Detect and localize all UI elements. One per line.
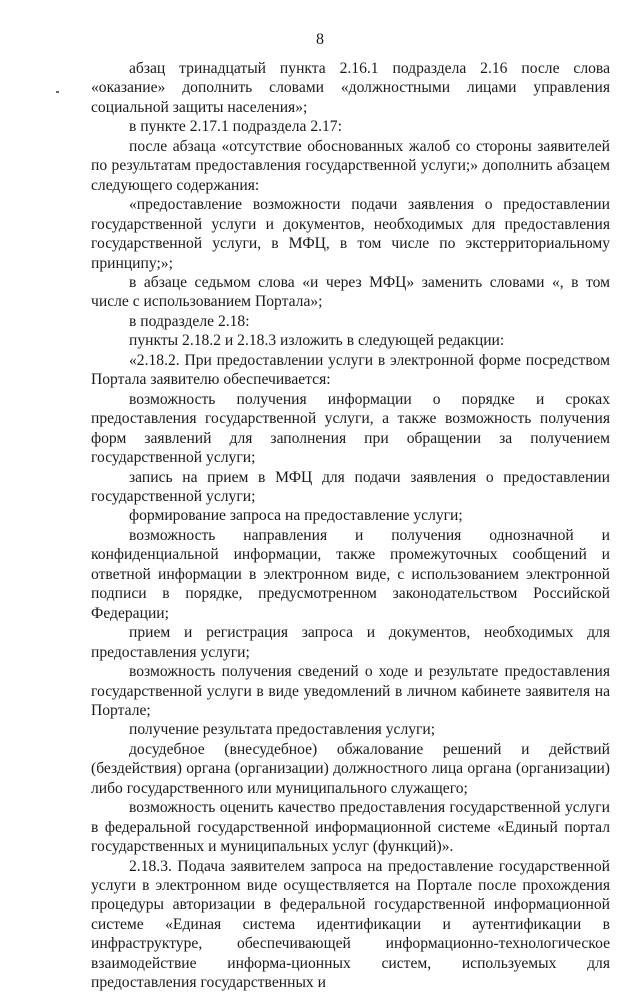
paragraph: абзац тринадцатый пункта 2.16.1 подраздела 2.16 после слова «оказание» дополнить словами «должностными лицами управления социальной защиты населения»; (91, 60, 610, 116)
paragraph: получение результата предоставления услуги; (129, 721, 436, 739)
paragraph: пункты 2.18.2 и 2.18.3 изложить в следующей редакции: (129, 332, 505, 350)
paragraph: возможность оценить качество предоставления государственной услуги в федеральной государственной информационной системе «Единый портал государственных и муниципальных услуг (функций)». (91, 799, 610, 856)
paragraph: «2.18.2. При предоставлении услуги в электронной форме посредством Портала заявителю обеспечивается: (91, 351, 610, 389)
paragraph: после абзаца «отсутствие обоснованных жалоб со стороны заявителей по результатам предоставления государственной услуги;» дополнить абзацем следующего содержания: (91, 137, 610, 194)
paragraph: 2.18.3. Подача заявителем запроса на предоставление государственной услуги в электронном виде осуществляется на Портале после прохождения процедуры авторизации в федеральной государственной информационной системе «Единая система идентификации и аутентификации в инфраструктуре, обеспечивающей информационно-технологическое взаимодействие информа-ционных систем, используемых для предоставления государственных и (91, 857, 610, 992)
paragraph: возможность получения информации о порядке и сроках предоставления государственной услуги, а также возможность получения форм заявлений для заполнения при обращении за получением государственной услуги; (91, 390, 610, 467)
page-number: 8 (316, 31, 324, 48)
paragraph: прием и регистрация запроса и документов, необходимых для предоставления услуги; (91, 624, 610, 661)
paragraph: в пункте 2.17.1 подраздела 2.17: (129, 118, 342, 136)
paragraph: возможность получения сведений о ходе и результате предоставления государственной услуги в виде уведомлений в личном кабинете заявителя на Портале; (91, 663, 610, 719)
document-body (91, 59, 610, 993)
paragraph: в подразделе 2.18: (129, 312, 250, 330)
paragraph: в абзаце седьмом слова «и через МФЦ» заменить словами «, в том числе с использованием Портала»; (91, 273, 610, 311)
paragraph: запись на прием в МФЦ для подачи заявления о предоставлении государственной услуги; (91, 468, 610, 505)
margin-mark (56, 91, 59, 93)
paragraph: формирование запроса на предоставление услуги; (129, 507, 463, 525)
paragraph: возможность направления и получения однозначной и конфиденциальной информации, также промежуточных сообщений и ответной информации в электронном виде, с использованием электронной подписи в порядке, предусмотренном законодательством Российской Федерации; (91, 526, 610, 622)
paragraph: «предоставление возможности подачи заявления о предоставлении государственной услуги и документов, необходимых для предоставления государственной услуги, в МФЦ, в том числе по экстерриториальному принципу;»; (91, 196, 610, 272)
paragraph: досудебное (внесудебное) обжалование решений и действий (бездействия) органа (организации) должностного лица органа (организации) либо государственного или муниципального служащего; (91, 740, 610, 797)
